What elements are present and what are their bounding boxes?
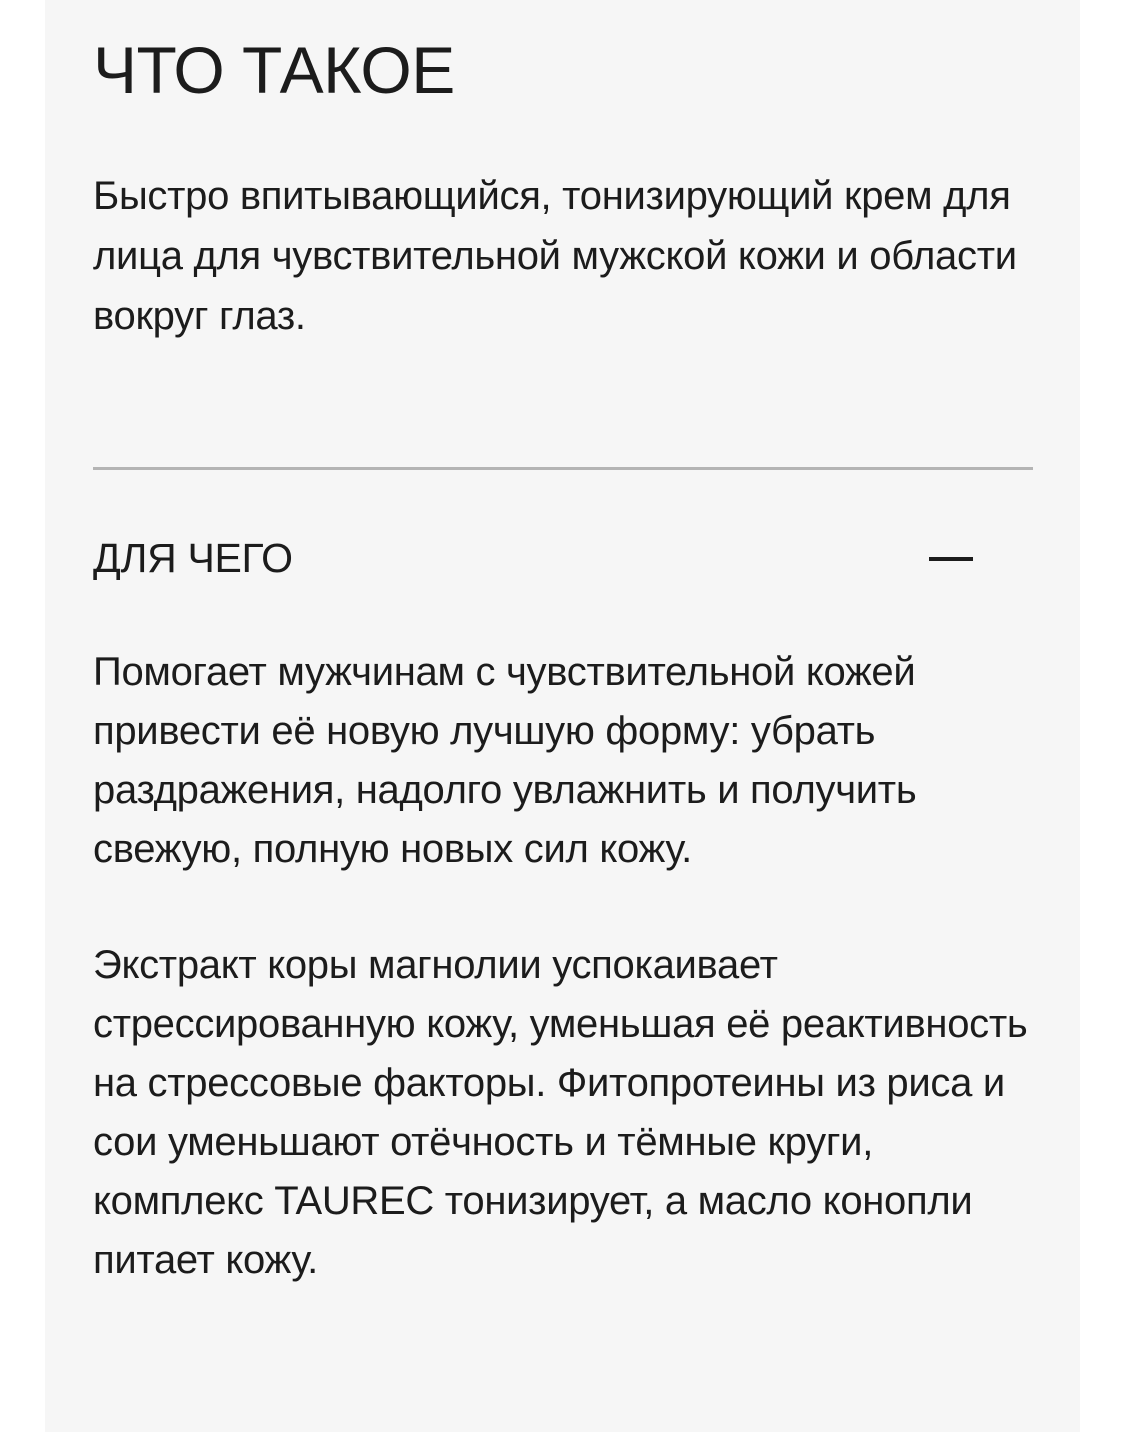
minus-icon[interactable] [929,546,973,570]
what-section-description: Быстро впитывающийся, тонизирующий крем для лица для чувствительной мужской кожи и области вокруг глаз. [93,174,1017,338]
accordion-paragraph-2: Экстракт коры магнолии успокаивает стрессированную кожу, уменьшая её реактивность на стрессовые факторы. Фитопротеины из риса и сои уменьшают отёчность и тёмные круги, комплекс TAUREC тонизирует, а масло конопли питает кожу. [93,943,1028,1282]
accordion-title: ДЛЯ ЧЕГО [93,535,293,581]
what-section-title: ЧТО ТАКОЕ [93,33,455,107]
accordion-header-for-what[interactable] [93,528,1033,588]
accordion-paragraph-1: Помогает мужчинам с чувствительной кожей привести её новую лучшую форму: убрать раздражения, надолго увлажнить и получить свежую, полную новых сил кожу. [93,650,917,871]
product-info-panel [45,0,1080,1432]
section-divider [93,467,1033,470]
